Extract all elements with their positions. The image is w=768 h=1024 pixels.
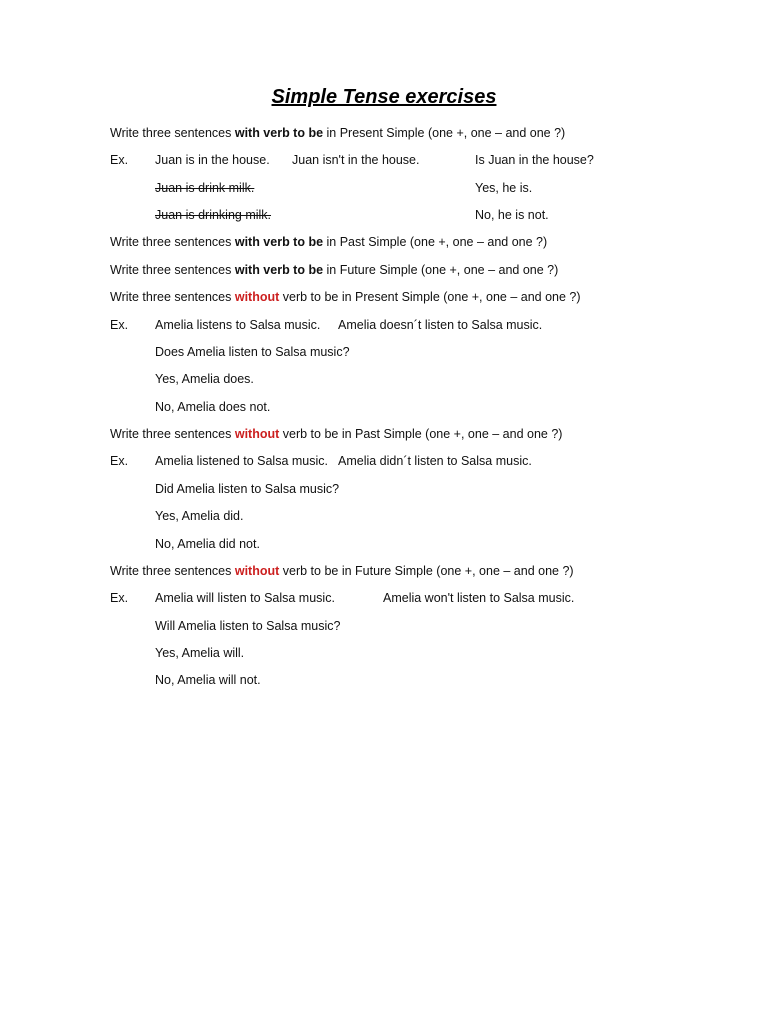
example-negative: Amelia didn´t listen to Salsa music. [338, 454, 532, 468]
instruction-suffix: verb to be in Future Simple (one +, one – and one ?) [279, 564, 574, 578]
instruction-emphasis: without [234, 427, 280, 441]
example-negative: Amelia won't listen to Salsa music. [383, 591, 575, 605]
example-wrong-1: Juan is drink milk. [155, 181, 255, 195]
instruction-suffix: verb to be in Past Simple (one +, one – and one ?) [279, 427, 563, 441]
example-affirmative: Juan is in the house. [155, 153, 270, 167]
example-affirmative: Amelia will listen to Salsa music. [155, 591, 335, 605]
instruction-present-with-be [110, 125, 565, 141]
example-answer-no: No, Amelia did not. [155, 537, 260, 551]
example-question: Will Amelia listen to Salsa music? [155, 619, 341, 633]
example-negative: Amelia doesn´t listen to Salsa music. [338, 318, 543, 332]
instruction-suffix: in Present Simple (one +, one – and one ?) [323, 126, 566, 140]
example-negative: Juan isn't in the house. [292, 153, 420, 167]
example-label: Ex. [110, 454, 129, 468]
page-title: Simple Tense exercises [271, 86, 497, 108]
instruction-future-without-be [110, 563, 574, 579]
instruction-prefix: Write three sentences [110, 427, 235, 441]
example-label: Ex. [110, 318, 129, 332]
example-label: Ex. [110, 153, 129, 167]
instruction-future-with-be [110, 262, 558, 278]
instruction-past-without-be [110, 426, 562, 442]
example-answer-yes: Yes, he is. [475, 181, 533, 195]
instruction-present-without-be [110, 289, 581, 305]
instruction-suffix: in Future Simple (one +, one – and one ?) [323, 263, 559, 277]
example-question: Does Amelia listen to Salsa music? [155, 345, 350, 359]
example-answer-no: No, Amelia will not. [155, 673, 261, 687]
example-answer-no: No, Amelia does not. [155, 400, 271, 414]
example-label: Ex. [110, 591, 129, 605]
instruction-prefix: Write three sentences [110, 564, 235, 578]
example-answer-yes: Yes, Amelia will. [155, 646, 245, 660]
example-wrong-2: Juan is drinking milk. [155, 208, 272, 222]
instruction-emphasis: with verb to be [234, 126, 324, 140]
example-question: Is Juan in the house? [475, 153, 594, 167]
instruction-emphasis: with verb to be [234, 235, 324, 249]
instruction-emphasis: without [234, 290, 280, 304]
example-answer-yes: Yes, Amelia does. [155, 372, 254, 386]
instruction-prefix: Write three sentences [110, 235, 235, 249]
example-question: Did Amelia listen to Salsa music? [155, 482, 340, 496]
example-answer-no: No, he is not. [475, 208, 549, 222]
instruction-emphasis: with verb to be [234, 263, 324, 277]
instruction-emphasis: without [234, 564, 280, 578]
example-affirmative: Amelia listened to Salsa music. [155, 454, 328, 468]
instruction-prefix: Write three sentences [110, 290, 235, 304]
example-affirmative: Amelia listens to Salsa music. [155, 318, 321, 332]
instruction-past-with-be [110, 234, 547, 250]
instruction-suffix: verb to be in Present Simple (one +, one – and one ?) [279, 290, 581, 304]
example-answer-yes: Yes, Amelia did. [155, 509, 244, 523]
instruction-prefix: Write three sentences [110, 126, 235, 140]
instruction-prefix: Write three sentences [110, 263, 235, 277]
instruction-suffix: in Past Simple (one +, one – and one ?) [323, 235, 548, 249]
